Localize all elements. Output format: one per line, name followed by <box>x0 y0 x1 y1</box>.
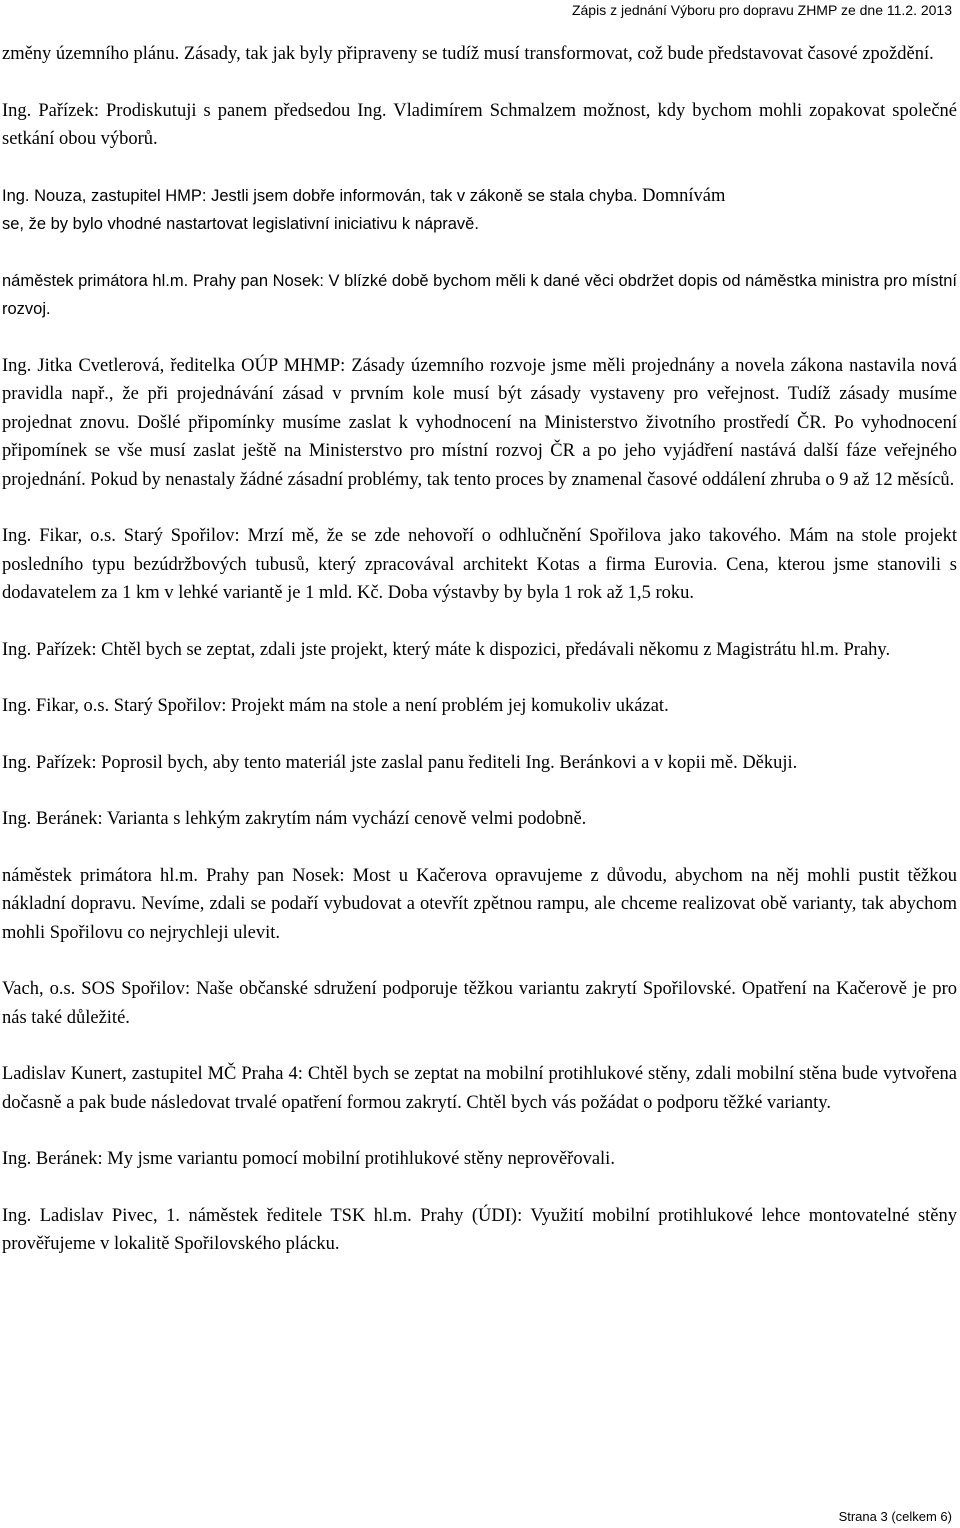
paragraph: náměstek primátora hl.m. Prahy pan Nosek: Most u Kačerova opravujeme z důvodu, abychom na něj mohli pustit těžkou nákladní dopravu. Nevíme, zdali se podaří vybudovat a otevřít zpětnou rampu, ale chceme realizovat obě varianty, tak abychom mohli Spořilovu co nejrychleji ulevit. <box>2 865 957 943</box>
paragraph: Ing. Pařízek: Prodiskutuji s panem předsedou Ing. Vladimírem Schmalzem možnost, kdy bychom mohli zopakovat společné setkání obou výborů. <box>2 100 957 149</box>
paragraph: Ing. Pařízek: Poprosil bych, aby tento materiál jste zaslal panu řediteli Ing. Beránkovi a v kopii mě. Děkuji. <box>2 752 798 773</box>
paragraph: změny územního plánu. Zásady, tak jak byly připraveny se tudíž musí transformovat, což bude představovat časové zpoždění. <box>2 44 934 64</box>
paragraph: náměstek primátora hl.m. Prahy pan Nosek: V blízké době bychom měli k dané věci obdržet dopis od náměstka ministra pro místní rozvoj. <box>2 271 957 318</box>
paragraph: Ing. Ladislav Pivec, 1. náměstek ředitele TSK hl.m. Prahy (ÚDI): Využití mobilní protihlukové lehce montovatelné stěny prověřujeme v lokalitě Spořilovského plácku. <box>2 1205 957 1254</box>
paragraph: Ing. Pařízek: Chtěl bych se zeptat, zdali jste projekt, který máte k dispozici, předávali někomu z Magistrátu hl.m. Prahy. <box>2 639 891 660</box>
page-number: Strana 3 (celkem 6) <box>838 1509 952 1524</box>
paragraph: Ladislav Kunert, zastupitel MČ Praha 4: Chtěl bych se zeptat na mobilní protihlukové stěny, zdali mobilní stěna bude vytvořena dočasně a pak bude následovat trvalé opatření formou zakrytí. Chtěl bych vás požádat o podporu těžké varianty. <box>2 1064 957 1113</box>
paragraph: Ing. Beránek: Varianta s lehkým zakrytím nám vychází cenově velmi podobně. <box>2 809 587 829</box>
paragraph: Ing. Fikar, o.s. Starý Spořilov: Mrzí mě, že se zde nehovoří o odhlučnění Spořilova jako takového. Mám na stole projekt posledního typu bezúdržbových tubusů, který zpracovával architekt Kotas a firma Eurovia. Cena, kterou jsme stanovili s dodavatelem za 1 km v lehké variantě je 1 mld. Kč. Doba výstavby by byla 1 rok až 1,5 roku. <box>2 526 957 603</box>
paragraph: Ing. Beránek: My jsme variantu pomocí mobilní protihlukové stěny neprověřovali. <box>2 1149 615 1169</box>
paragraph-segment: Domnívám <box>642 185 726 206</box>
document-header: Zápis z jednání Výboru pro dopravu ZHMP ze dne 11.2. 2013 <box>571 2 952 18</box>
paragraph: Vach, o.s. SOS Spořilov: Naše občanské sdružení podporuje těžkou variantu zakrytí Spořilovské. Opatření na Kačerově je pro nás také důležité. <box>2 979 957 1028</box>
minutes-body <box>2 40 957 1287</box>
paragraph-mixed <box>2 182 957 211</box>
paragraph-tail: se, že by bylo vhodné nastartovat legislativní iniciativu k nápravě. <box>2 215 479 233</box>
paragraph: Ing. Fikar, o.s. Starý Spořilov: Projekt mám na stole a není problém jej komukoliv ukázat. <box>2 696 669 716</box>
paragraph-segment: Ing. Nouza, zastupitel HMP: Jestli jsem dobře informován, tak v zákoně se stala chyba. <box>2 186 643 205</box>
paragraph: Ing. Jitka Cvetlerová, ředitelka OÚP MHMP: Zásady územního rozvoje jsme měli projednány a novela zákona nastavila nová pravidla např., že při projednávání zásad v prvním kole musí být zásady vystaveny pro veřejnost. Tudíž zásady musíme projednat znovu. Došlé připomínky musíme zaslat k vyhodnocení na Ministerstvo životního prostředí ČR. Po vyhodnocení připomínek se vše musí zaslat ještě na Ministerstvo pro místní rozvoj ČR a po jeho vyjádření nastává další fáze veřejného projednání. Pokud by nenastaly žádné zásadní problémy, tak tento proces by znamenal časové oddálení zhruba o 9 až 12 měsíců. <box>2 355 957 490</box>
